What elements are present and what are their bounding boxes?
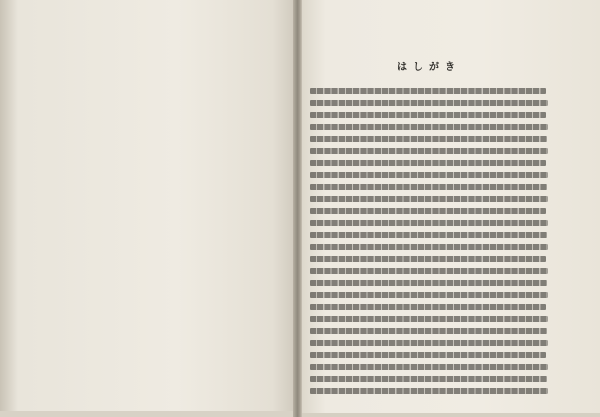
text-line — [310, 316, 548, 322]
text-line — [310, 388, 548, 394]
text-line — [310, 196, 548, 202]
text-line — [310, 364, 548, 370]
text-line — [310, 232, 547, 238]
text-line — [310, 376, 547, 382]
text-line — [310, 304, 546, 310]
text-line — [310, 148, 548, 154]
left-page-shadow — [0, 0, 18, 417]
text-line — [310, 124, 548, 130]
text-line — [310, 244, 548, 250]
text-line — [310, 136, 547, 142]
right-page-bottom-edge — [302, 413, 600, 417]
left-page-bottom-edge — [0, 411, 296, 417]
text-line — [310, 88, 546, 94]
page-heading: はしがき — [397, 62, 461, 73]
text-line — [310, 100, 548, 106]
text-line — [310, 208, 546, 214]
text-line — [310, 112, 546, 118]
left-page-blank — [0, 0, 296, 417]
text-line — [310, 340, 548, 346]
text-line — [310, 268, 548, 274]
text-line — [310, 184, 547, 190]
text-line — [310, 160, 546, 166]
text-line — [310, 352, 546, 358]
text-line — [310, 280, 547, 286]
text-line — [310, 172, 548, 178]
text-line — [310, 328, 547, 334]
text-line — [310, 220, 548, 226]
body-text — [310, 88, 554, 400]
text-line — [310, 292, 548, 298]
text-line — [310, 256, 546, 262]
